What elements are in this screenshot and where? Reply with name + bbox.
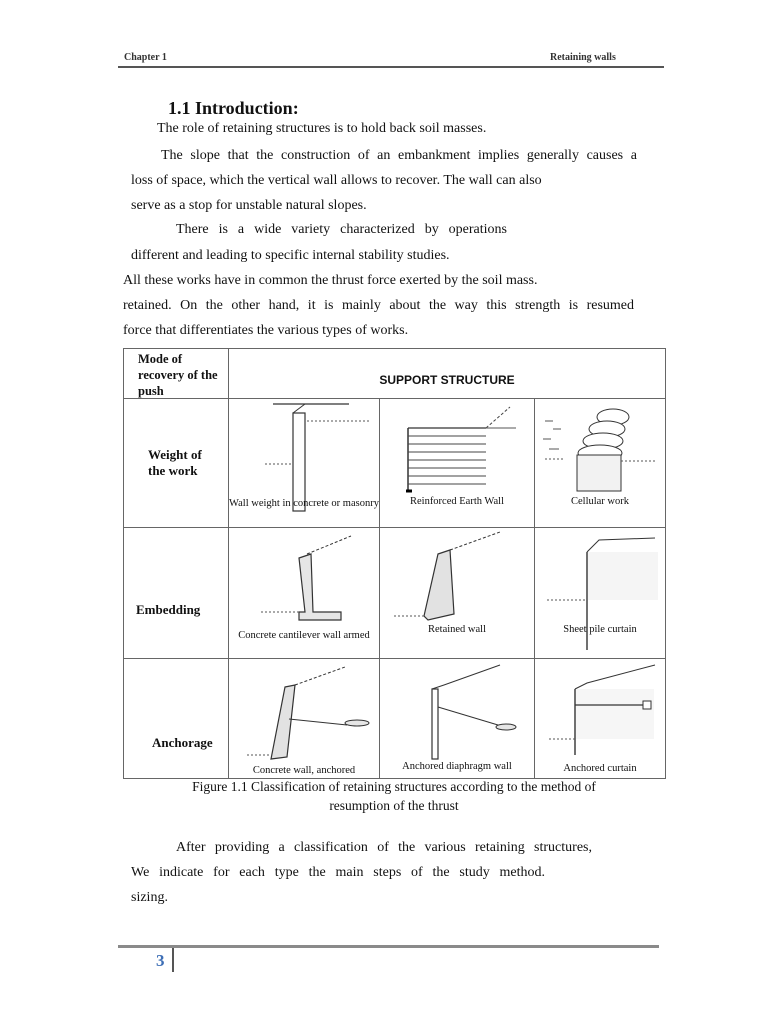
figure-label: Anchored diaphragm wall <box>402 761 512 772</box>
classification-table <box>123 348 666 779</box>
row-label-cell: Embedding <box>124 528 229 659</box>
row-label-cell: Weight of the work <box>124 399 229 528</box>
header-rule <box>118 66 664 68</box>
figure-label: Sheet pile curtain <box>563 624 637 635</box>
retained-wall-cell <box>380 528 535 659</box>
page-number-divider <box>172 948 174 972</box>
table-header-mode: Mode of recovery of the push <box>124 349 229 399</box>
paragraph-line: We indicate for each type the main steps of the study method. <box>131 865 545 880</box>
figure-label: Concrete cantilever wall armed <box>238 630 370 641</box>
chapter-header: Chapter 1 <box>124 52 167 63</box>
paragraph-line: The role of retaining structures is to hold back soil masses. <box>157 121 487 136</box>
paragraph-line: After providing a classification of the various retaining structures, <box>176 840 592 855</box>
paragraph-line: All these works have in common the thrust force exerted by the soil mass. <box>123 273 538 288</box>
paragraph-line: The slope that the construction of an embankment implies generally causes a <box>161 148 637 163</box>
section-title: 1.1 Introduction: <box>168 98 299 118</box>
figure-label: Concrete wall, anchored <box>252 765 356 776</box>
paragraph-line: serve as a stop for unstable natural slopes. <box>131 198 367 213</box>
anchored-concrete-illustration <box>229 659 380 779</box>
reinforced-earth-cell <box>380 399 535 528</box>
table-row <box>124 659 666 779</box>
figure-label: Cellular work <box>570 496 630 507</box>
figure-label: Reinforced Earth Wall <box>409 496 504 507</box>
figure-caption-line2: resumption of the thrust <box>329 798 459 813</box>
figure-label: Anchored curtain <box>563 763 637 774</box>
paragraph-line: sizing. <box>131 890 168 905</box>
figure-label: Wall weight in concrete or masonry <box>229 498 379 509</box>
figure-label: Retained wall <box>427 624 487 635</box>
sheet-pile-cell <box>535 528 666 659</box>
figure-caption-line1: Figure 1.1 Classification of retaining structures according to the method of <box>192 779 596 794</box>
table-row <box>124 528 666 659</box>
page-number: 3 <box>156 951 165 970</box>
anchored-diaphragm-cell <box>380 659 535 779</box>
gravity-wall-cell <box>229 399 380 528</box>
cantilever-wall-cell <box>229 528 380 659</box>
table-header-structure: SUPPORT STRUCTURE <box>229 349 666 399</box>
paragraph-line: different and leading to specific internal stability studies. <box>131 248 450 263</box>
retained-wall-illustration <box>380 528 535 659</box>
topic-header: Retaining walls <box>550 52 616 63</box>
anchored-concrete-cell <box>229 659 380 779</box>
paragraph-line: force that differentiates the various types of works. <box>123 323 409 338</box>
anchored-curtain-cell <box>535 659 666 779</box>
footer-rule <box>118 945 659 948</box>
cellular-work-cell <box>535 399 666 528</box>
table-row <box>124 399 666 528</box>
paragraph-line: retained. On the other hand, it is mainly about the way this strength is resumed <box>123 298 634 313</box>
paragraph-line: loss of space, which the vertical wall allows to recover. The wall can also <box>131 173 542 188</box>
sheet-pile-illustration <box>535 528 666 659</box>
row-label-cell: Anchorage <box>124 659 229 779</box>
paragraph-line: There is a wide variety characterized by operations <box>176 222 507 237</box>
